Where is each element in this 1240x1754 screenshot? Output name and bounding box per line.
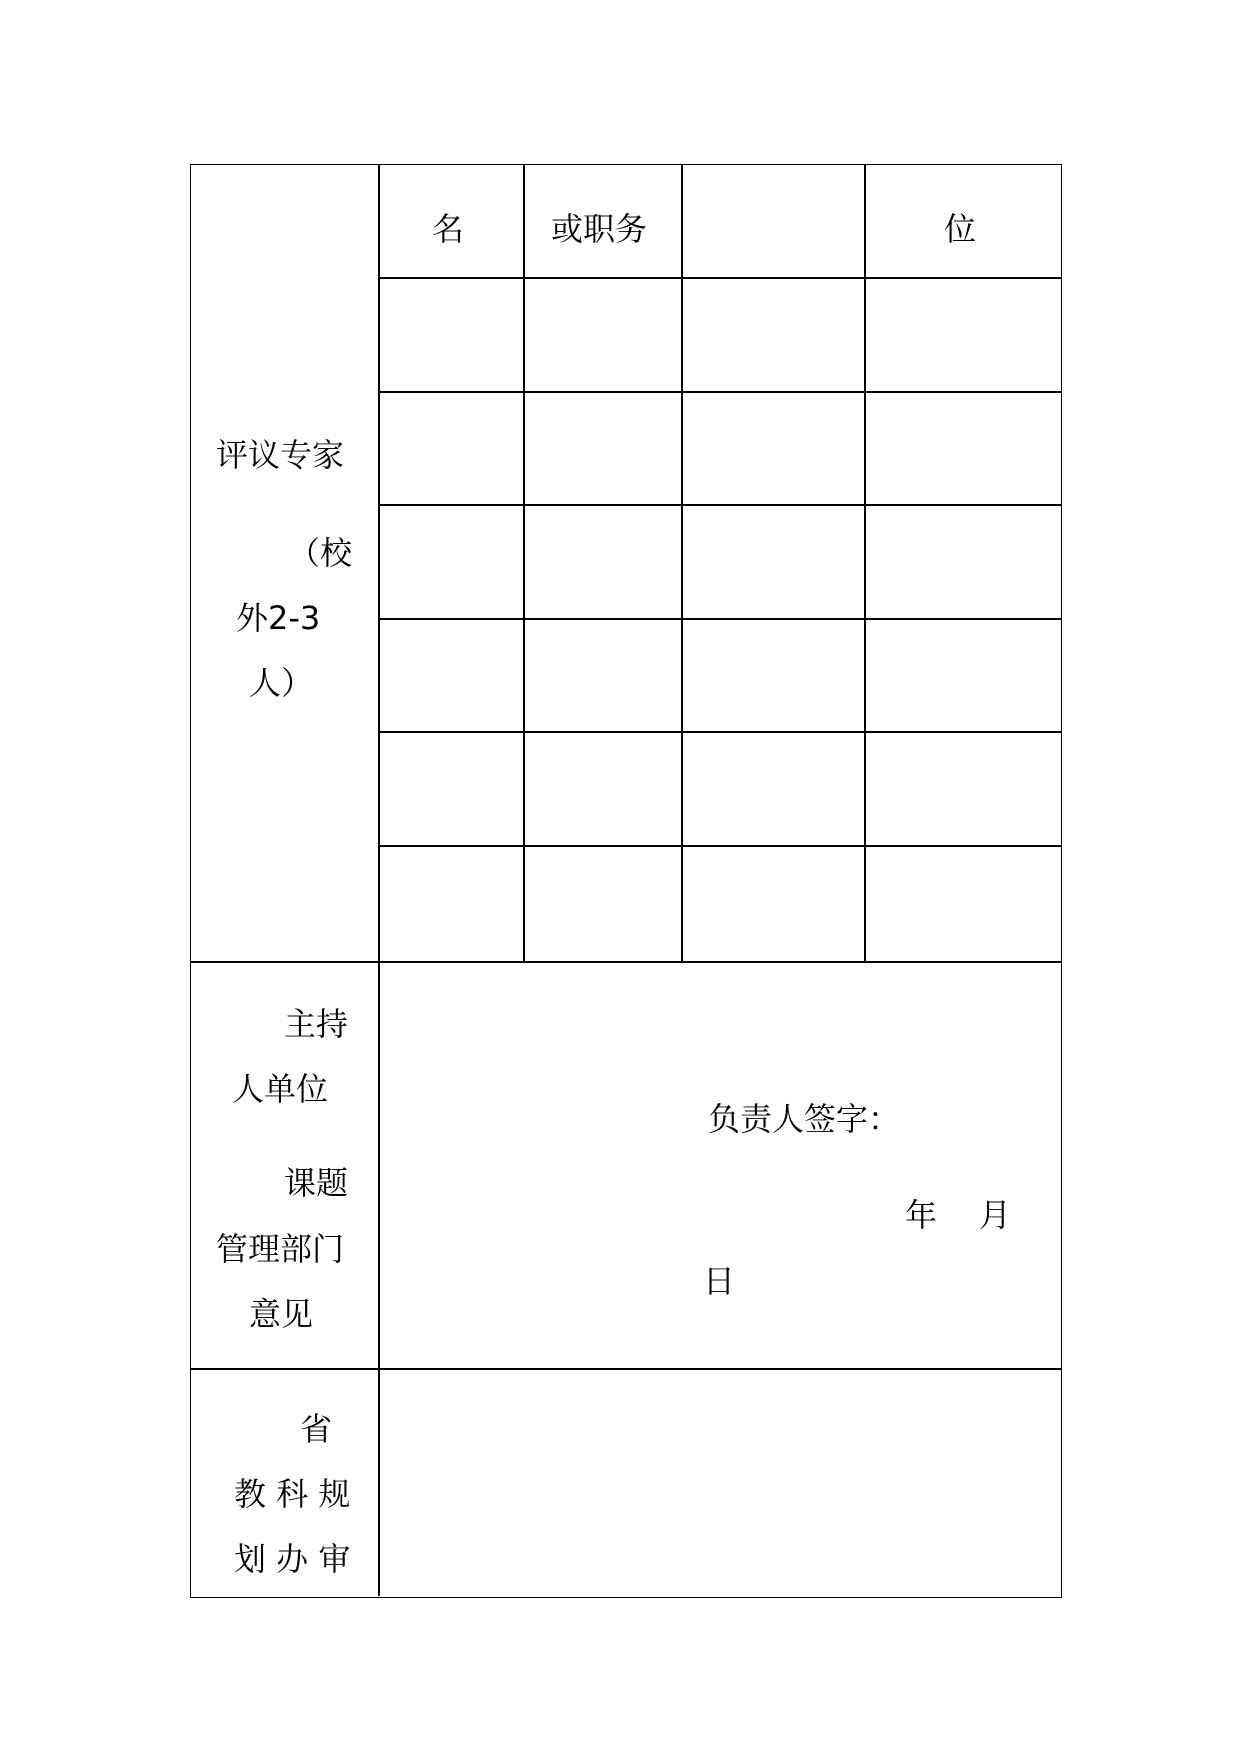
date-day-label: 日 bbox=[703, 1262, 736, 1300]
expert-section-label: 人） bbox=[249, 664, 314, 702]
host-section-label: 主持 bbox=[284, 1005, 349, 1043]
host-section-label: 人单位 bbox=[232, 1070, 329, 1108]
host-section-label: 管理部门 bbox=[216, 1230, 345, 1268]
host-section-label: 课题 bbox=[284, 1164, 349, 1202]
province-section-label: 教 科 规 bbox=[234, 1475, 351, 1513]
table-divider bbox=[378, 504, 1061, 506]
signature-label: 负责人签字： bbox=[708, 1100, 901, 1138]
table-divider bbox=[378, 391, 1061, 393]
expert-header-title: 或职务 bbox=[551, 210, 648, 248]
date-month-label: 月 bbox=[979, 1196, 1012, 1234]
section-divider bbox=[191, 1368, 1061, 1370]
review-form-table bbox=[190, 164, 1062, 1598]
table-divider bbox=[378, 731, 1061, 733]
host-section-label: 意见 bbox=[249, 1295, 314, 1333]
expert-section-label: 评议专家 bbox=[216, 436, 345, 474]
table-divider bbox=[378, 277, 1061, 279]
date-year-label: 年 bbox=[905, 1196, 938, 1234]
expert-section-label: 外2-3 bbox=[236, 599, 321, 637]
section-divider bbox=[191, 961, 1061, 963]
expert-header-name: 名 bbox=[432, 210, 465, 248]
table-divider bbox=[378, 618, 1061, 620]
table-divider bbox=[681, 165, 683, 963]
table-divider bbox=[523, 165, 525, 963]
table-divider bbox=[864, 165, 866, 963]
expert-header-unit: 位 bbox=[944, 210, 977, 248]
province-section-label: 划 办 审 bbox=[234, 1540, 351, 1578]
expert-section-label: （校 bbox=[288, 534, 353, 572]
table-divider bbox=[378, 165, 380, 1596]
table-divider bbox=[378, 845, 1061, 847]
province-section-label: 省 bbox=[300, 1410, 333, 1448]
